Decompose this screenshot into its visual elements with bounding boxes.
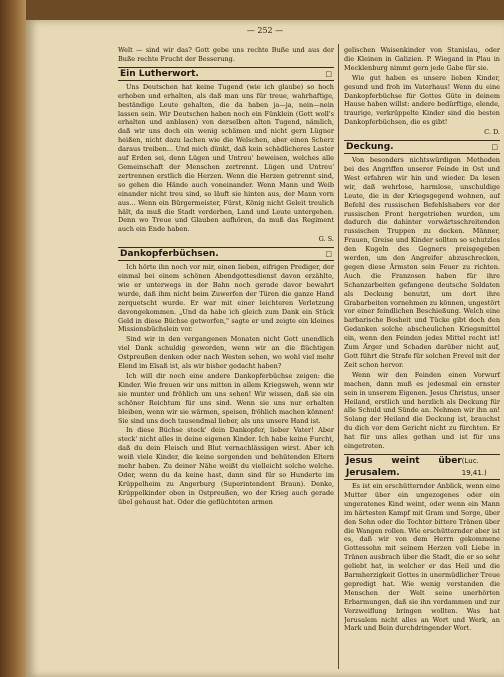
section-mark: □ bbox=[325, 250, 332, 259]
right-intro: Wie gut haben es unsere lieben Kinder, gesund und froh im Vaterhaus! Wenn du eine Dankopferbüchse für Gottes Güte in deinem Hause haben willst: andere bedürftige, elende, traurige, verkrüppelte Kinder sind die besten Dankopferbüchsen, die es gibt! bbox=[344, 73, 500, 127]
section-title: Ein Lutherwort. bbox=[120, 68, 199, 79]
right-column bbox=[344, 46, 500, 634]
section-paragraph: Sind wir in den vergangenen Monaten nicht Gott unendlich viel Dank schuldig geworden, wenn wir an die flüchtigen Ostpreußen denken oder nach Westen sehen, wo wohl viel mehr Elend im Elsaß ist, als wir bisher gedacht haben? bbox=[118, 335, 334, 371]
page-number: — 252 — bbox=[246, 26, 284, 35]
section-paragraph: Uns Deutschen hat keine Tugend (wie ich glaube) so hoch erhoben und erhalten, als daß man uns für treue, wahrhaftige, beständige Leute gehalten, die da haben ja—ja, nein—nein lassen sein. Wir Deutschen haben noch ein Fünklein (Gott woll's erhalten und anblasen) von derselben alten Tugend, nämlich, daß wir uns doch ein wenig schämen und nicht gern Lügner heißen, nicht dazu lachen wie die Welschen, aber einen Scherz daraus treiben... Und mich dünkt, daß kein schädlicheres Laster auf Erden sei, denn Lügen und Untreu' beweisen, welches alle Gemeinschaft der Menschen zertrennt. Lügen und Untreu' zertrennen erstlich die Herzen. Wenn die Herzen getrennt sind, so gehen die Hände auch voneinander. Wenn Mann und Weib einander nicht treu sind, so läuft sie hinten aus, der Mann vorn aus... Wenn ein Bürgermeister, Fürst, König nicht Geleit treulich hält, da muß die Stadt verderben, Land und Leute untergehen. Denn wo Treue und Glauben aufhören, da muß das Regiment auch ein Ende haben. bbox=[118, 82, 334, 234]
section-title: Jesus weint über Jerusalem. bbox=[346, 455, 462, 478]
section-title-dankopfer bbox=[118, 247, 334, 261]
section-mark: □ bbox=[491, 143, 498, 152]
column-divider bbox=[338, 44, 339, 669]
right-intro: gelischen Waisenkinder von Stanislau, oder die Kleinen in Galizien. P. Wiegand in Plau in Mecklenburg nimmt gern jede Gabe für sie. bbox=[344, 46, 500, 72]
section-signature: C. D. bbox=[484, 128, 500, 137]
section-paragraph: Wenn wir den Feinden einen Vorwurf machen, dann muß es jedesmal ein ernster sein in unserem Eigenen. Jesus Christus, unser Heiland, erstlich und herzlich als Deckung für alle Schuld und Sünde an. Nehmen wir ihn an! Solang der Heiland die Deckung ist, brauchst du dich vor dem Gericht nicht zu fürchten. Er hat für uns alles gethan und ist für uns eingetreten. bbox=[344, 370, 500, 451]
left-intro: Welt — sind wir das? Gott gebe uns rechte Buße und aus der Buße rechte Frucht der Besserung. bbox=[118, 46, 334, 63]
section-mark: (Luc. 19,41.) bbox=[461, 456, 487, 477]
section-title: Dankopferbüchsen. bbox=[120, 249, 219, 260]
page-sheet bbox=[26, 20, 504, 677]
section-paragraph: Es ist ein erschütternder Anblick, wenn eine Mutter über ein ungezogenes oder ein ungeratenes Kind weint, oder wenn ein Mann im härtesten Kampf mit Gram und Sorge, über den Sohn oder die Tochter bittere Tränen über die Wangen rollen. Wie erschütternder aber ist es, daß wir von dem Herrn gekommene Gottessohn mit seinem Herzen voll Liebe in Tränen ausbrach über die Stadt, die er so sehr geliebt hat, in welcher er das Heil und die Barmherzigkeit Gottes in unermüdlicher Treue gepredigt hat. Wie wenig verstanden die Menschen der Welt seine unerhörten Erbarmungen, daß sie ihn verdammen und zur Verzweiflung bringen wollten. Was hat Jerusalem nicht alles an Wort und Werk, an Mark und Bein durchdringender Wort. bbox=[344, 481, 500, 633]
section-title-lutherwort bbox=[118, 67, 334, 81]
section-paragraph: Ich will dir noch eine andere Dankopferbüchse zeigen: die Kinder. Wie freuen wir uns mitten in allem Kriegsweh, wenn wir sie munter und fröhlich um uns sehen! Wir wissen, daß sie ein schöner Reichtum für uns sind. Wenn sie uns nur erhalten bleiben, wenn wir sie wärmen, speisen, fröhlich machen können! Sie sind uns doch tausendmal lieber, als uns unsere Hand ist. bbox=[118, 372, 334, 425]
section-paragraph: Ich hörte ihn noch vor mir, einen lieben, eifrigen Prediger, der einmal bei einem schönen Abendgottesdienst davon erzählte, wie er unterwegs in der Bahn noch gerade davor bewahrt wurde, daß ihm nicht beim Zuwerfen der Türen die ganze Hand zerquetscht wurde. Er war mit einer leichteren Verletzung davongekommen. „Und da habe ich gleich zum Dank ein Stück Geld in diese Büchse getworfen," sagte er und zeigte ein kleines Missionsbüchslein vor. bbox=[118, 263, 334, 334]
book-binding bbox=[0, 0, 26, 677]
section-paragraph: Von besonders nichtswürdigen Methoden bei des Angriffen unserer Feinde in Ost und West erfahren wir hin und wieder. Da lesen wir, daß wehrlose, harmlose, unschuldige Leute, die in der Kriegsgegend wohnen, auf Befehl des russischen Befehlshabers vor der russischen Front hergetrieben wurden, um dadurch die dahinter vorwärtsschreitenden russischen Truppen zu decken. Männer, Frauen, Greise und Kinder sollten so schutzlos den Kugeln des Gegners preisgegeben werden, um den Angreifer abzuschrecken, gegen diese Ärmsten sein Feuer zu richten. Auch die Franzosen haben für ihre Schanzarbeiten gefangene deutsche Soldaten als Deckung benutzt, um dort ihre Grabarbeiten vornehmen zu können, ungestört vor einer feindlichen Beschießung. Welch eine barbarische Bosheit und Tücke gibt doch den Gedanken solche abscheulichen Kriegsmittel ein, wenn den Feinden jedes Mittel recht ist! Zum Ärger und Schaden darüber nicht auf, Gott führt die Strafe für solchen Frevel mit der Zeit schon hervor. bbox=[344, 156, 500, 369]
section-title-deckung bbox=[344, 140, 500, 154]
section-mark: □ bbox=[325, 69, 332, 78]
section-title: Deckung. bbox=[346, 142, 394, 153]
section-title-jesus-weint bbox=[344, 454, 500, 480]
section-signature: G. S. bbox=[318, 235, 334, 244]
left-column bbox=[118, 46, 334, 508]
section-paragraph: In diese Büchse steck' dein Dankopfer, lieber Vater! Aber steck' nicht alles in deine eigenen Kinder. Ich habe keine Furcht, daß du dein Fleisch und Blut vernachlässigen wirst. Aber ich weiß viele Kinder, die keine sorgenden und behütenden Eltern mehr haben. Zu deiner Nähe weißt du vielleicht solche welche. Oder, wenn du da keine hast, dann sind für so Hunderte im Krüppelheim zu Angerburg (Superintendent Braun). Denke, Krüppelkinder oben in Ostpreußen, wo der Krieg auch gerade übel gehaust hat. Oder die geflüchteten armen bbox=[118, 426, 334, 506]
